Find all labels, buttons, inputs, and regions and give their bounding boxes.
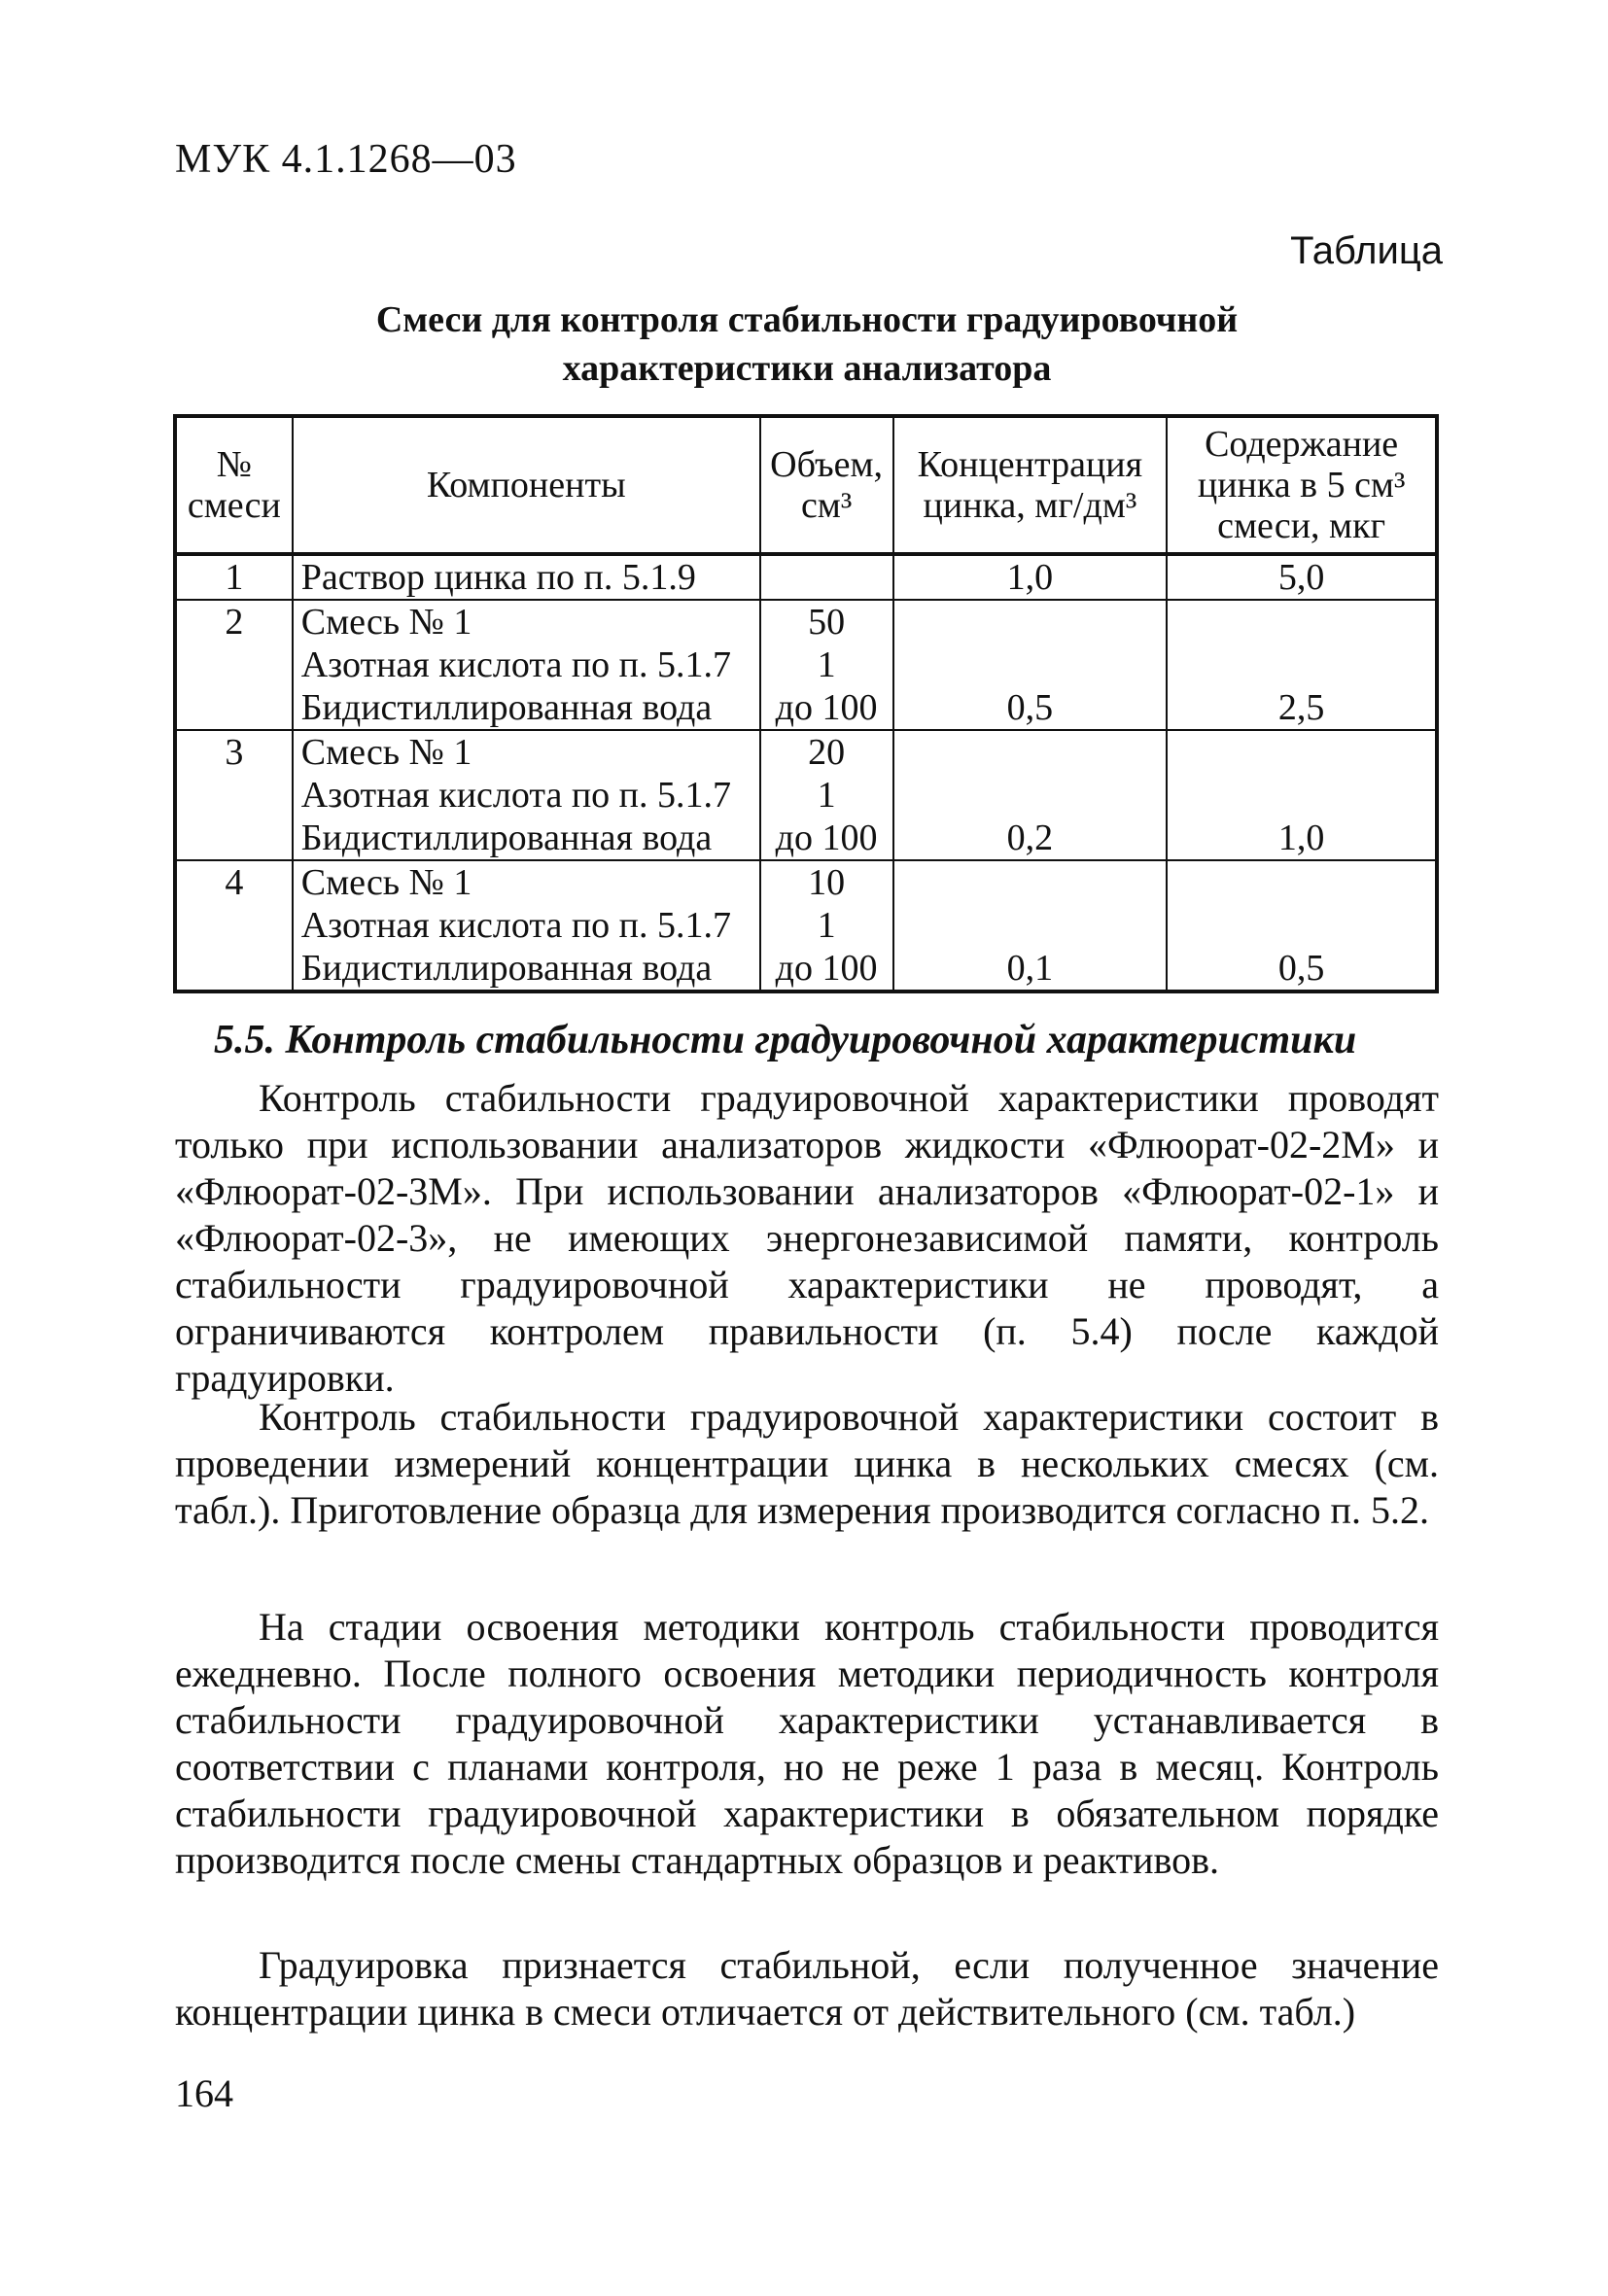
- cell-volume: 20 1 до 100: [760, 730, 893, 860]
- cell-mixture-number: 3: [175, 730, 293, 860]
- table-title: [175, 296, 1439, 393]
- cell-concentration: 0,1: [893, 860, 1168, 991]
- table-row: [175, 730, 1437, 860]
- cell-mixture-number: 4: [175, 860, 293, 991]
- cell-volume: 10 1 до 100: [760, 860, 893, 991]
- header-concentration: Концентрация цинка, мг/дм³: [893, 416, 1168, 554]
- body-paragraph: Контроль стабильности градуировочной характеристики состоит в проведении измерений концентрации цинка в нескольких смесях (см. табл.). Приготовление образца для измерения производится согласно п. 5.2.: [175, 1395, 1439, 1532]
- document-code: МУК 4.1.1268—03: [175, 137, 517, 182]
- cell-volume: [760, 554, 893, 600]
- table-title-line: Смеси для контроля стабильности градуировочной: [375, 299, 1239, 340]
- header-content: Содержание цинка в 5 см³ смеси, мкг: [1167, 416, 1437, 554]
- cell-components: Раствор цинка по п. 5.1.9: [293, 554, 760, 600]
- table-label: Таблица: [1290, 229, 1443, 272]
- cell-content: 2,5: [1167, 600, 1437, 730]
- body-paragraph: Контроль стабильности градуировочной характеристики проводят только при использовании анализаторов жидкости «Флюорат-02-2М» и «Флюорат-02-3М». При использовании анализаторов «Флюорат-02-1» и «Флюорат-02-3», не имеющих энергонезависимой памяти, контроль стабильности градуировочной характеристики не проводят, а ограничиваются контролем правильности (п. 5.4) после каждой градуировки.: [175, 1076, 1439, 1400]
- table-row: [175, 860, 1437, 991]
- table-row: [175, 554, 1437, 600]
- table-row: [175, 600, 1437, 730]
- header-volume: Объем, см³: [760, 416, 893, 554]
- page-number: 164: [175, 2071, 233, 2115]
- cell-content: 0,5: [1167, 860, 1437, 991]
- cell-components: Смесь № 1 Азотная кислота по п. 5.1.7 Бидистиллированная вода: [293, 860, 760, 991]
- cell-concentration: 0,5: [893, 600, 1168, 730]
- table-title-line: характеристики анализатора: [562, 348, 1052, 389]
- header-mixture-number: № смеси: [175, 416, 293, 554]
- table-header-row: [175, 416, 1437, 554]
- body-paragraph: На стадии освоения методики контроль стабильности проводится ежедневно. После полного освоения методики периодичность контроля стабильности градуировочной характеристики устанавливается в соответствии с планами контроля, но не реже 1 раза в месяц. Контроль стабильности градуировочной характеристики в обязательном порядке производится после смены стандартных образцов и реактивов.: [175, 1605, 1439, 1882]
- cell-concentration: 0,2: [893, 730, 1168, 860]
- header-components: Компоненты: [293, 416, 760, 554]
- cell-mixture-number: 1: [175, 554, 293, 600]
- cell-mixture-number: 2: [175, 600, 293, 730]
- cell-components: Смесь № 1 Азотная кислота по п. 5.1.7 Бидистиллированная вода: [293, 600, 760, 730]
- cell-volume: 50 1 до 100: [760, 600, 893, 730]
- cell-concentration: 1,0: [893, 554, 1168, 600]
- body-paragraph: Градуировка признается стабильной, если полученное значение концентрации цинка в смеси отличается от действительного (см. табл.): [175, 1943, 1439, 2034]
- section-heading: 5.5. Контроль стабильности градуировочной характеристики: [214, 1018, 1357, 1062]
- mixtures-table: [173, 414, 1439, 993]
- cell-content: 5,0: [1167, 554, 1437, 600]
- cell-components: Смесь № 1 Азотная кислота по п. 5.1.7 Бидистиллированная вода: [293, 730, 760, 860]
- cell-content: 1,0: [1167, 730, 1437, 860]
